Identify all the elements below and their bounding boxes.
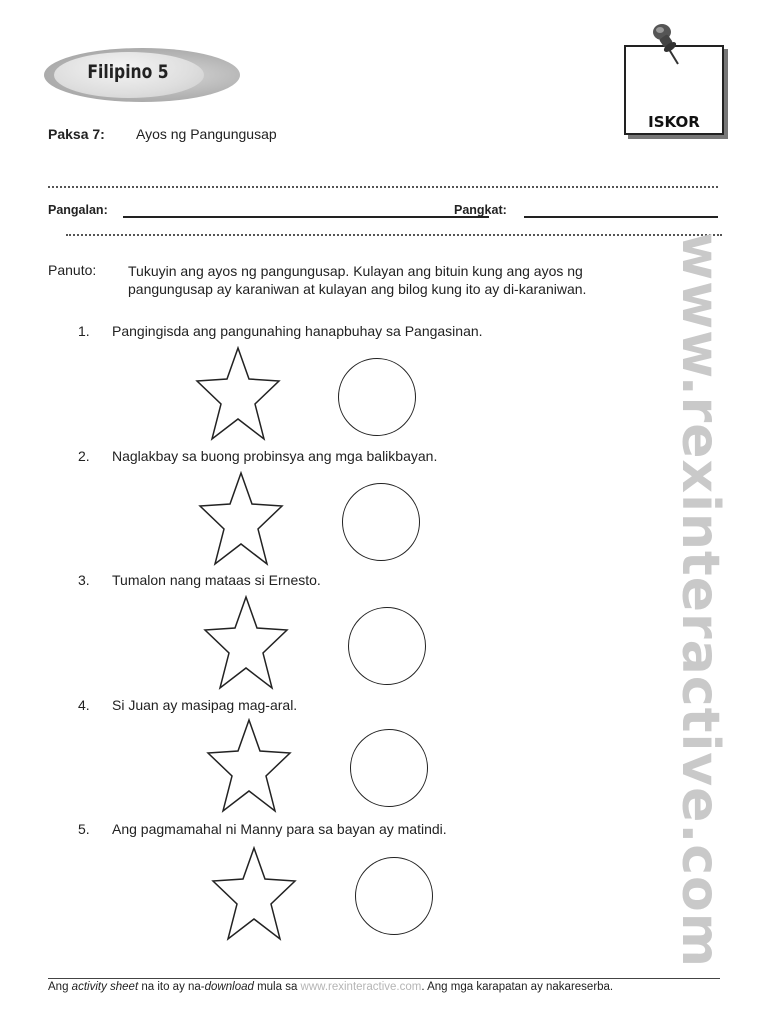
footer-url-link[interactable]: www.rexinteractive.com [300, 981, 422, 993]
list-item [78, 323, 483, 339]
item-sentence: Naglakbay sa buong probinsya ang mga balikbayan. [112, 448, 438, 464]
footer-italic-1: activity sheet [71, 981, 139, 993]
topic-line [48, 126, 277, 142]
instructions-label: Panuto: [48, 262, 97, 278]
footer-text-2: na ito ay na- [138, 981, 205, 993]
subject-badge-label: Filipino 5 [87, 61, 169, 83]
topic-title: Ayos ng Pangungusap [136, 126, 277, 142]
item-sentence: Ang pagmamahal ni Manny para sa bayan ay matindi. [112, 821, 447, 837]
subject-badge [44, 48, 240, 102]
name-label: Pangalan: [48, 203, 108, 217]
footer [48, 981, 613, 993]
footer-italic-2: download [204, 981, 254, 993]
item-number: 4. [78, 697, 90, 713]
item-sentence: Si Juan ay masipag mag-aral. [112, 697, 298, 713]
group-field[interactable] [524, 216, 718, 218]
star-outline-icon[interactable] [203, 595, 289, 691]
pushpin-icon [648, 20, 688, 68]
item-sentence: Tumalon nang mataas si Ernesto. [112, 572, 321, 588]
circle-outline-icon[interactable] [342, 483, 420, 561]
divider-bottom [66, 234, 722, 236]
circle-outline-icon[interactable] [348, 607, 426, 685]
item-sentence: Pangingisda ang pangunahing hanapbuhay sa Pangasinan. [112, 323, 483, 339]
list-item [78, 821, 447, 837]
list-item [78, 697, 297, 713]
star-outline-icon[interactable] [198, 471, 284, 567]
instructions-text: Tukuyin ang ayos ng pangungusap. Kulayan ang bituin kung ang ayos ng pangungusap ay karaniwan at kulayan ang bilog kung ito ay di-karaniwan. [128, 263, 587, 297]
footer-text-3: mula sa [253, 981, 301, 993]
watermark-text: www.rexinteractive.com [670, 232, 730, 968]
item-number: 1. [78, 323, 90, 339]
item-number: 2. [78, 448, 90, 464]
circle-outline-icon[interactable] [350, 729, 428, 807]
list-item [78, 448, 437, 464]
footer-divider [48, 978, 720, 979]
score-label: ISKOR [648, 113, 700, 131]
item-number: 5. [78, 821, 90, 837]
list-item [78, 572, 321, 588]
circle-outline-icon[interactable] [355, 857, 433, 935]
star-outline-icon[interactable] [211, 846, 297, 942]
name-field[interactable] [123, 216, 489, 218]
star-outline-icon[interactable] [206, 718, 292, 814]
star-outline-icon[interactable] [195, 346, 281, 442]
group-label: Pangkat: [454, 203, 507, 217]
topic-label: Paksa 7: [48, 126, 105, 142]
circle-outline-icon[interactable] [338, 358, 416, 436]
divider-top [48, 186, 718, 188]
item-number: 3. [78, 572, 90, 588]
footer-text-4: . Ang mga karapatan ay nakareserba. [421, 981, 614, 993]
footer-text-1: Ang [48, 981, 72, 993]
